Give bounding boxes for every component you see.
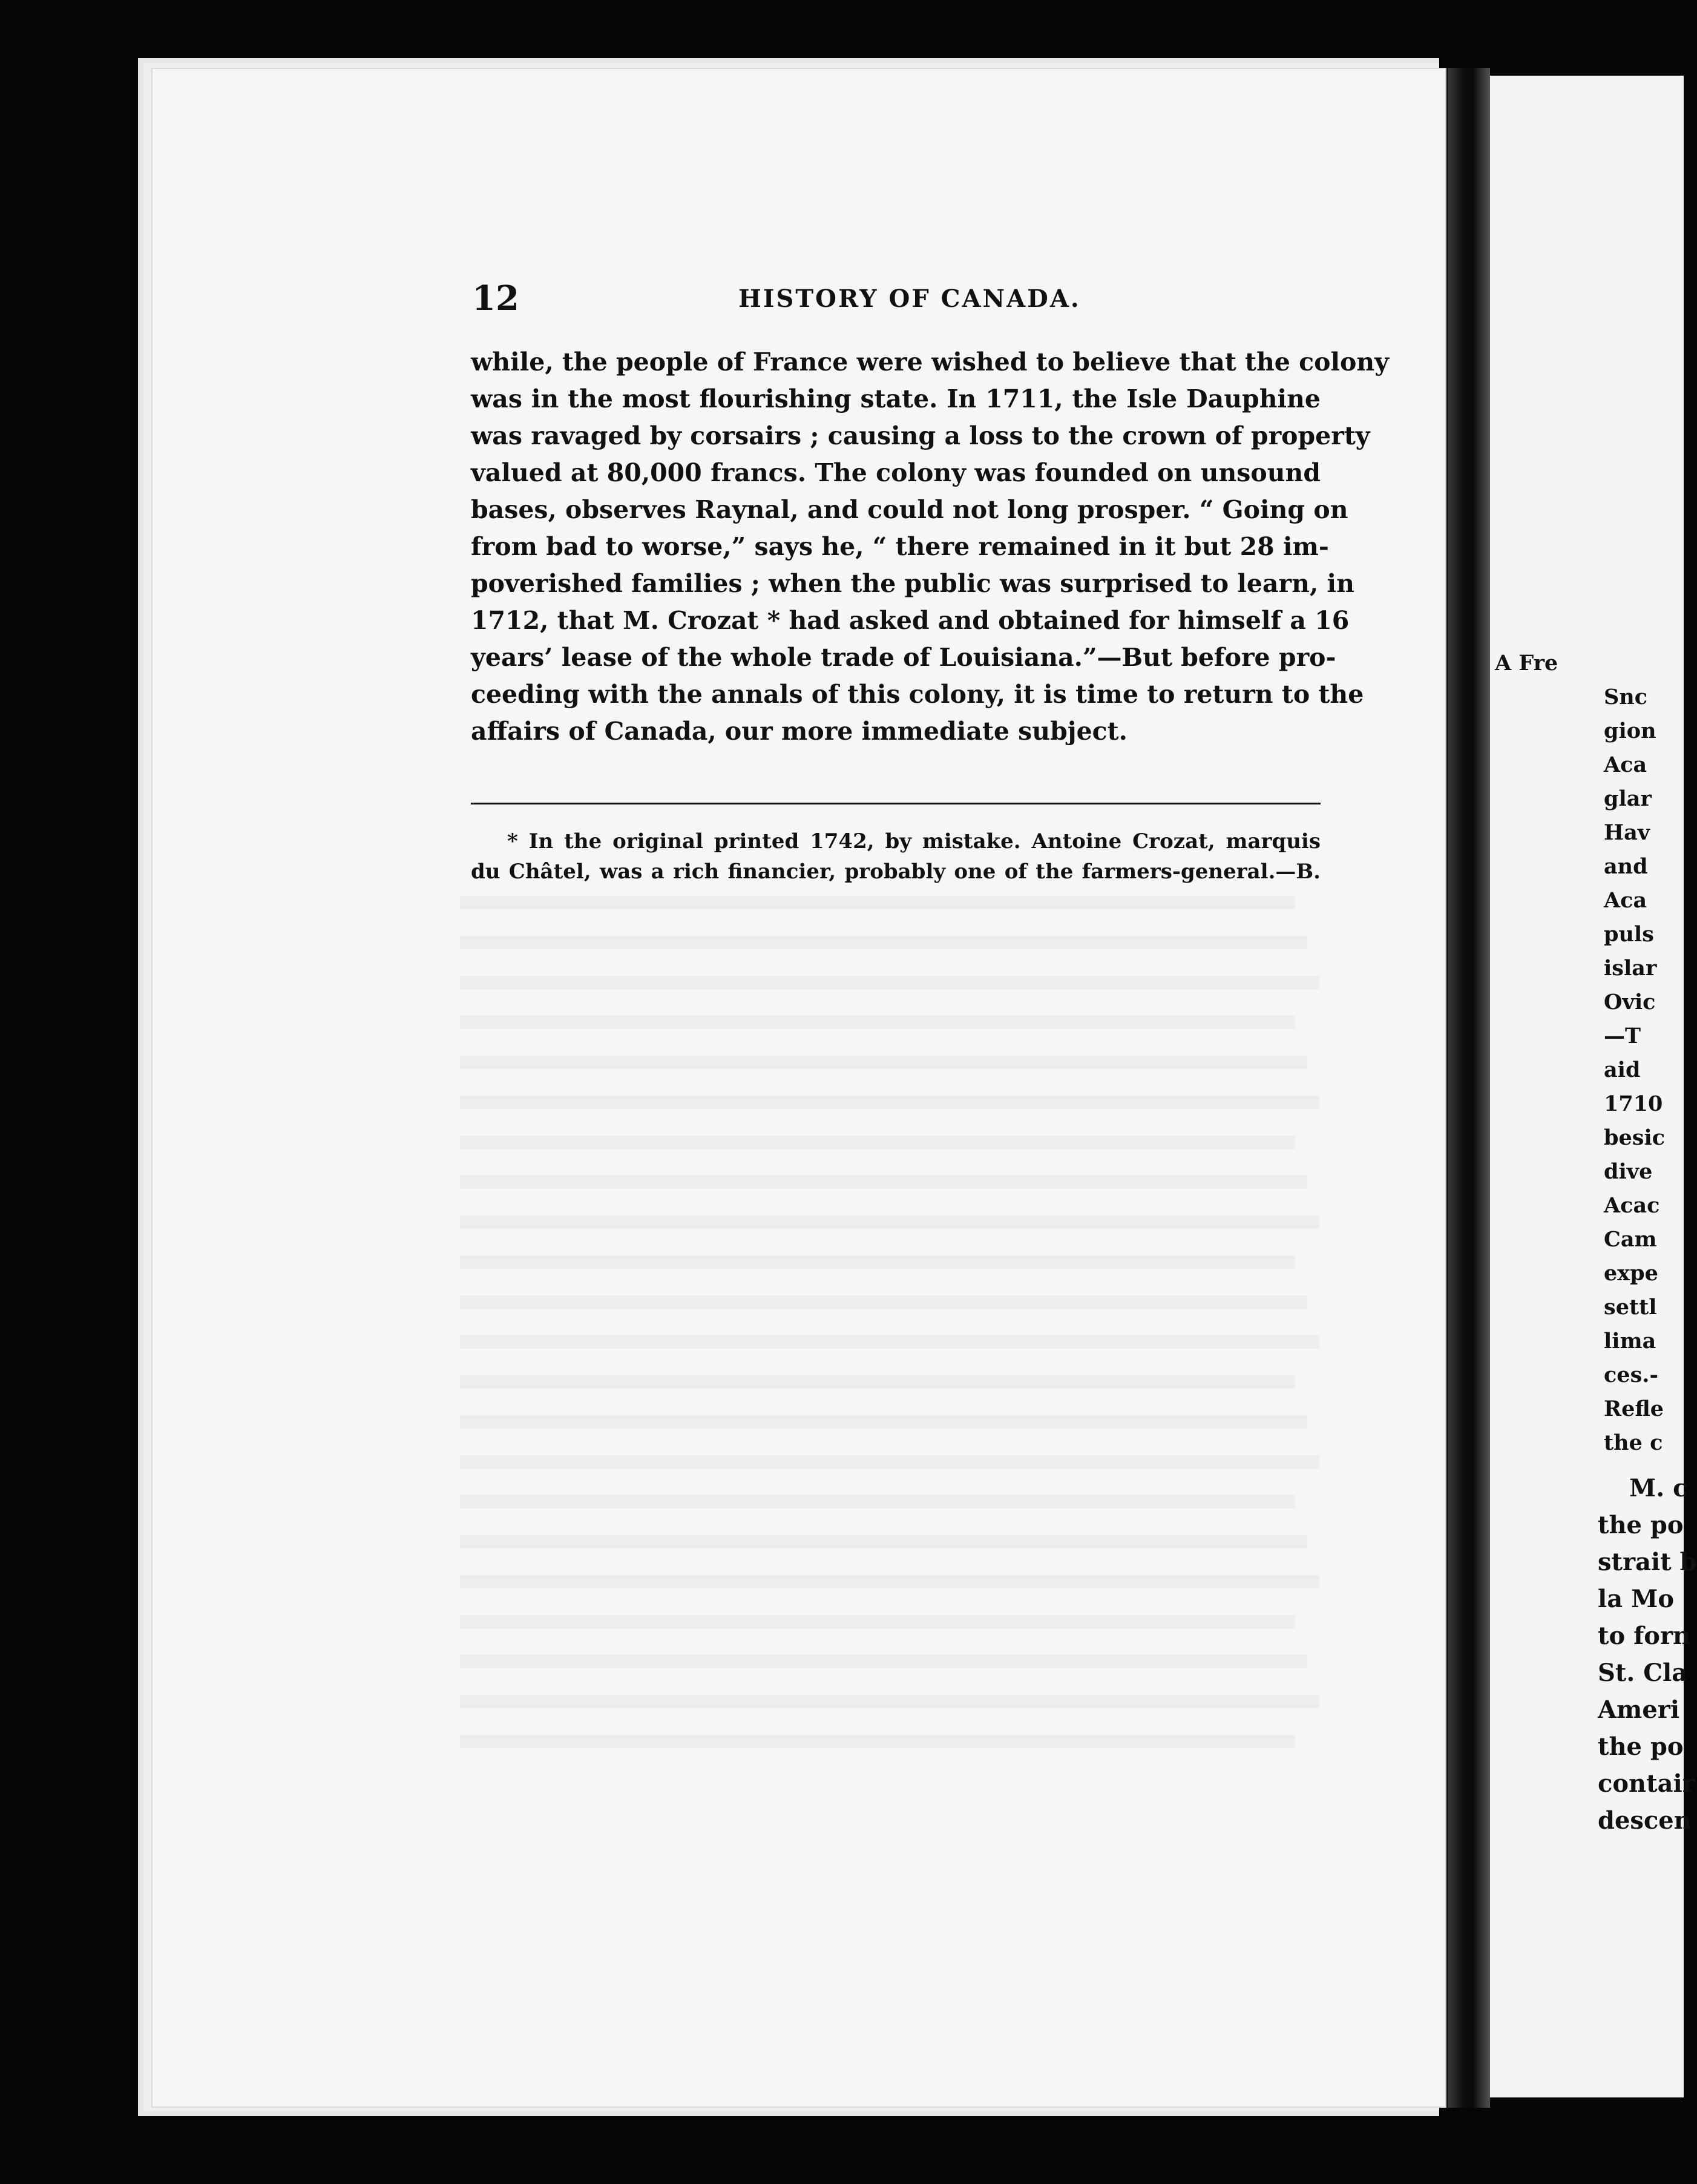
- right-page-fragment: aid: [1604, 1057, 1641, 1082]
- text-line: 1712, that M. Crozat * had asked and obtained for himself a 16: [471, 606, 1350, 635]
- right-page-fragment: and: [1604, 854, 1648, 879]
- right-page-fragment: expe: [1604, 1261, 1658, 1286]
- right-page-body-line: Ameri: [1598, 1696, 1680, 1724]
- right-page-fragment: Acac: [1604, 1193, 1660, 1218]
- right-page-fragment: Cam: [1604, 1227, 1657, 1252]
- bleed-through-line: [460, 1455, 1319, 1469]
- right-page-body-line: the po: [1598, 1732, 1684, 1761]
- right-page-fragment: islar: [1604, 956, 1657, 981]
- right-page-body-line: strait b: [1598, 1548, 1697, 1576]
- right-page-body-line: the po: [1598, 1511, 1684, 1539]
- text-line: while, the people of France were wished to believe that the colony: [471, 347, 1389, 377]
- right-page-fragment: Aca: [1604, 752, 1647, 777]
- right-page-body-line: contair: [1598, 1769, 1695, 1798]
- bleed-through-line: [460, 1695, 1319, 1708]
- right-page-body-line: M. c: [1629, 1474, 1688, 1502]
- right-page-fragment: glar: [1604, 786, 1652, 811]
- right-page-body-line: descen: [1598, 1806, 1692, 1835]
- right-page-body-line: to forn: [1598, 1622, 1691, 1650]
- right-page-fragment: Refle: [1604, 1396, 1664, 1421]
- bleed-through-line: [460, 936, 1307, 949]
- text-line: valued at 80,000 francs. The colony was founded on unsound: [471, 458, 1321, 487]
- bleed-through-line: [460, 1335, 1319, 1349]
- right-page-fragment: puls: [1604, 922, 1654, 947]
- right-page-fragment: settl: [1604, 1295, 1657, 1320]
- right-page-fragment: Ovic: [1604, 990, 1656, 1015]
- bleed-through-line: [460, 1255, 1295, 1269]
- footnote-rule: [471, 803, 1321, 804]
- text-line: poverished families ; when the public was surprised to learn, in: [471, 569, 1354, 598]
- bleed-through-line: [460, 1016, 1295, 1029]
- text-line: bases, observes Raynal, and could not long prosper. “ Going on: [471, 495, 1348, 524]
- bleed-through-line: [460, 1535, 1307, 1548]
- body-text: [471, 344, 1389, 750]
- bleed-through-line: [460, 1415, 1307, 1429]
- bleed-through-line: [460, 1215, 1319, 1229]
- book-gutter: [1448, 68, 1490, 2108]
- right-page-body-line: St. Cla: [1598, 1659, 1688, 1687]
- bleed-through-line: [460, 976, 1319, 989]
- bleed-through-line: [460, 1615, 1295, 1628]
- bleed-through-line: [460, 1056, 1307, 1069]
- page-number: 12: [472, 278, 519, 318]
- right-page-fragment: the c: [1604, 1430, 1663, 1455]
- bleed-through-line: [460, 1735, 1295, 1748]
- footnote-line: * In the original printed 1742, by mistake. Antoine Crozat, marquis: [507, 829, 1321, 854]
- bleed-through-line: [460, 1136, 1295, 1149]
- text-line: was in the most flourishing state. In 1711, the Isle Dauphine: [471, 384, 1321, 413]
- bleed-through-line: [460, 1176, 1307, 1189]
- right-page-fragment: Hav: [1604, 820, 1650, 845]
- right-page-fragment: —T: [1604, 1024, 1641, 1048]
- right-page-fragment: Snc: [1604, 685, 1648, 709]
- right-page-fragment: ces.-: [1604, 1363, 1658, 1387]
- right-page-fragment: besic: [1604, 1125, 1666, 1150]
- right-page: [1490, 76, 1697, 2097]
- text-line: ceeding with the annals of this colony, it is time to return to the: [471, 680, 1364, 709]
- bleed-through-line: [460, 1295, 1307, 1309]
- footnote: [471, 826, 1321, 887]
- bleed-through-line: [460, 1575, 1319, 1588]
- right-page-fragment: lima: [1604, 1329, 1656, 1353]
- bleed-through-line: [460, 1096, 1319, 1109]
- text-line: was ravaged by corsairs ; causing a loss to the crown of property: [471, 421, 1370, 450]
- bleed-through-line: [460, 896, 1295, 909]
- bleed-through-line: [460, 1495, 1295, 1508]
- text-line: affairs of Canada, our more immediate subject.: [471, 717, 1128, 746]
- right-page-fragment: 1710: [1604, 1091, 1663, 1116]
- right-page-body-line: la Mo: [1598, 1585, 1674, 1613]
- right-page-fragment: gion: [1604, 719, 1656, 743]
- running-head: HISTORY OF CANADA.: [738, 285, 1081, 313]
- text-line: from bad to worse,” says he, “ there remained in it but 28 im-: [471, 532, 1329, 561]
- text-line: years’ lease of the whole trade of Louisiana.”—But before pro-: [471, 643, 1336, 672]
- right-page-fragment: dive: [1604, 1159, 1653, 1184]
- right-page-fragment: Aca: [1604, 888, 1647, 913]
- bleed-through-line: [460, 1375, 1295, 1389]
- right-page-fragment: A Fre: [1495, 651, 1558, 676]
- footnote-line: du Châtel, was a rich financier, probably one of the farmers-general.—B.: [471, 860, 1321, 884]
- bleed-through-line: [460, 1655, 1307, 1668]
